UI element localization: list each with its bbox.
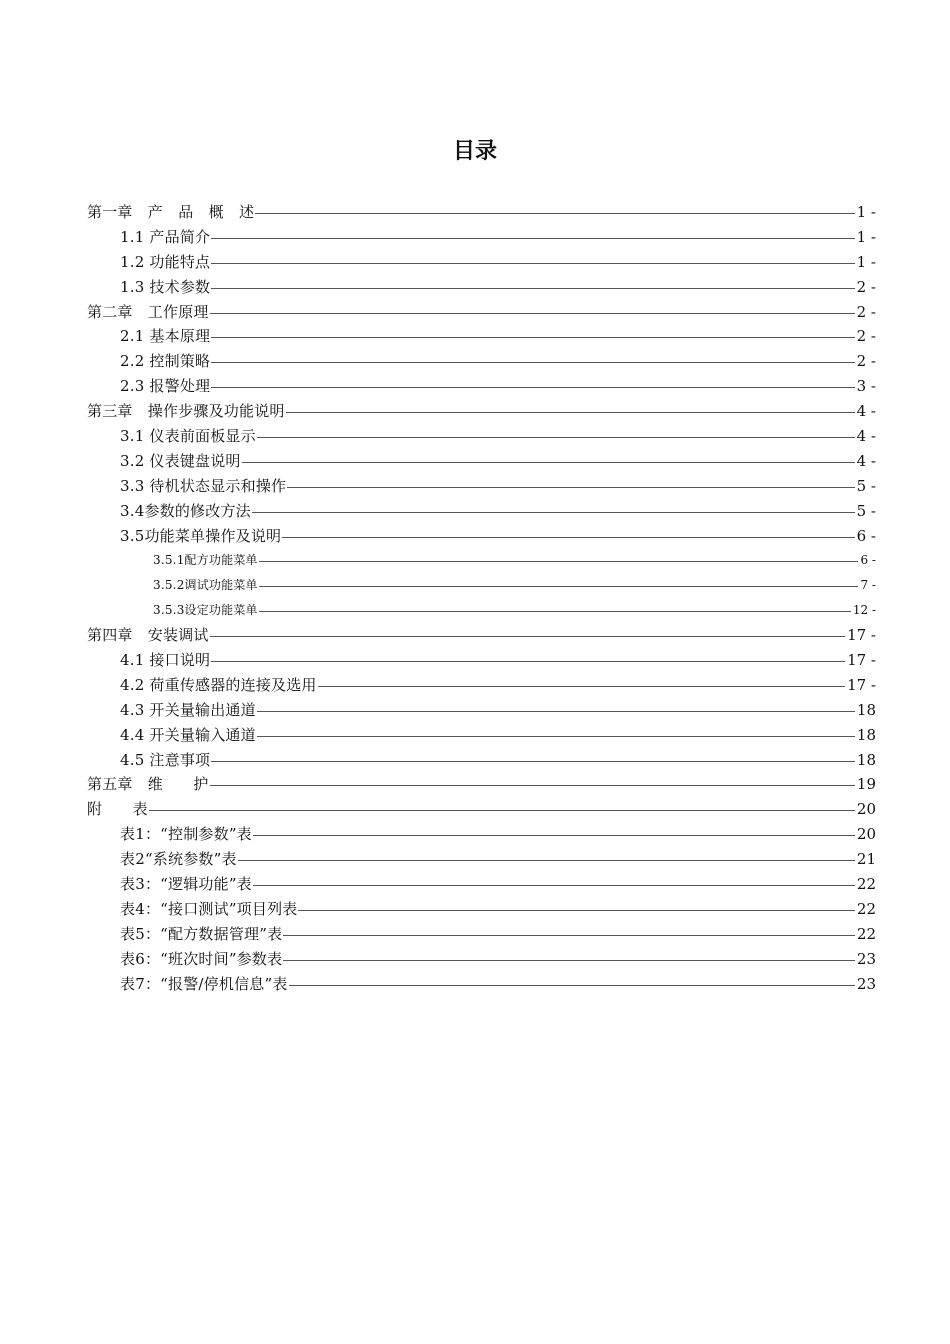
toc-entry-label: 1.2 功能特点	[120, 252, 211, 271]
toc-leader-line	[211, 337, 854, 338]
toc-entry-page: 5 -	[856, 476, 876, 495]
toc-section-entry[interactable]	[87, 698, 876, 723]
toc-leader-line	[259, 561, 859, 562]
toc-leader-line	[289, 985, 855, 986]
toc-entry-page: 22	[856, 924, 876, 943]
toc-entry-page: 1 -	[856, 203, 876, 221]
toc-section-entry[interactable]	[87, 872, 876, 897]
toc-entry-page: 19	[856, 775, 876, 794]
toc-entry-page: 6 -	[856, 526, 876, 545]
toc-entry-page: 17 -	[847, 651, 876, 670]
toc-entry-label: 表3：“逻辑功能”表	[120, 875, 252, 894]
toc-leader-line	[255, 213, 854, 214]
toc-entry-page: 18	[856, 750, 876, 769]
toc-entry-label: 4.1 接口说明	[120, 651, 211, 670]
toc-leader-line	[211, 238, 854, 239]
toc-section-entry[interactable]	[87, 972, 876, 997]
toc-entry-page: 18	[856, 700, 876, 719]
toc-entry-label: 表1：“控制参数”表	[120, 825, 252, 844]
toc-section-entry[interactable]	[87, 324, 876, 349]
toc-entry-label: 第一章 产 品 概 述	[87, 203, 255, 221]
toc-entry-label: 表2“系统参数”表	[120, 850, 237, 869]
toc-section-entry[interactable]	[87, 424, 876, 449]
toc-entry-page: 1 -	[856, 227, 876, 246]
toc-entry-label: 第五章 维 护	[87, 775, 209, 794]
toc-leader-line	[287, 487, 854, 488]
toc-section-entry[interactable]	[87, 897, 876, 922]
toc-entry-label: 表5：“配方数据管理”表	[120, 924, 283, 943]
toc-leader-line	[252, 512, 855, 513]
toc-entry-page: 4 -	[856, 402, 876, 421]
toc-entry-label: 1.1 产品简介	[120, 227, 211, 246]
toc-leader-line	[286, 412, 855, 413]
toc-section-entry[interactable]	[87, 947, 876, 972]
toc-chapter-entry[interactable]	[87, 399, 876, 424]
toc-chapter-entry[interactable]	[87, 200, 876, 225]
toc-section-entry[interactable]	[87, 673, 876, 698]
toc-leader-line	[242, 462, 855, 463]
toc-entry-label: 4.4 开关量输入通道	[120, 725, 256, 744]
toc-leader-line	[259, 586, 859, 587]
toc-entry-label: 2.2 控制策略	[120, 352, 211, 371]
toc-entry-page: 3 -	[856, 377, 876, 396]
toc-section-entry[interactable]	[87, 847, 876, 872]
toc-subsection-entry[interactable]	[87, 598, 876, 623]
toc-entry-page: 21	[856, 850, 876, 869]
toc-entry-page: 2 -	[856, 277, 876, 296]
toc-section-entry[interactable]	[87, 349, 876, 374]
toc-entry-page: 17 -	[847, 675, 876, 694]
toc-entry-label: 4.2 荷重传感器的连接及选用	[120, 675, 317, 694]
toc-leader-line	[253, 835, 855, 836]
toc-entry-label: 表7：“报警/停机信息”表	[120, 974, 288, 993]
toc-leader-line	[318, 686, 845, 687]
toc-entry-page: 17 -	[847, 626, 876, 645]
toc-entry-page: 2 -	[856, 302, 876, 321]
toc-title: 目录	[452, 139, 497, 164]
toc-section-entry[interactable]	[87, 374, 876, 399]
toc-subsection-entry[interactable]	[87, 548, 876, 573]
toc-entry-label: 3.5.1配方功能菜单	[153, 553, 258, 568]
toc-chapter-entry[interactable]	[87, 300, 876, 325]
toc-entry-label: 附 表	[87, 800, 148, 819]
toc-leader-line	[149, 810, 855, 811]
toc-section-entry[interactable]	[87, 275, 876, 300]
table-of-contents	[87, 200, 876, 997]
toc-leader-line	[283, 935, 855, 936]
toc-entry-page: 22	[856, 875, 876, 894]
toc-section-entry[interactable]	[87, 748, 876, 773]
toc-leader-line	[283, 960, 855, 961]
toc-leader-line	[210, 636, 845, 637]
toc-leader-line	[211, 362, 854, 363]
toc-entry-page: 5 -	[856, 501, 876, 520]
toc-entry-label: 3.3 待机状态显示和操作	[120, 476, 287, 495]
toc-entry-label: 第三章 操作步骤及功能说明	[87, 402, 285, 421]
toc-leader-line	[211, 761, 855, 762]
toc-entry-label: 2.1 基本原理	[120, 327, 211, 346]
toc-section-entry[interactable]	[87, 723, 876, 748]
toc-leader-line	[211, 263, 854, 264]
toc-entry-page: 4 -	[856, 427, 876, 446]
toc-entry-label: 第二章 工作原理	[87, 302, 209, 321]
toc-leader-line	[253, 885, 855, 886]
toc-chapter-entry[interactable]	[87, 772, 876, 797]
toc-section-entry[interactable]	[87, 822, 876, 847]
toc-entry-page: 1 -	[856, 252, 876, 271]
toc-entry-page: 23	[856, 949, 876, 968]
toc-entry-page: 18	[856, 725, 876, 744]
toc-entry-page: 12 -	[852, 603, 876, 618]
toc-entry-page: 2 -	[856, 327, 876, 346]
toc-leader-line	[211, 288, 854, 289]
toc-section-entry[interactable]	[87, 499, 876, 524]
toc-section-entry[interactable]	[87, 250, 876, 275]
toc-leader-line	[257, 736, 855, 737]
toc-section-entry[interactable]	[87, 922, 876, 947]
toc-entry-label: 3.1 仪表前面板显示	[120, 427, 256, 446]
toc-section-entry[interactable]	[87, 225, 876, 250]
toc-leader-line	[211, 661, 845, 662]
toc-entry-page: 7 -	[860, 578, 876, 593]
toc-leader-line	[259, 611, 851, 612]
toc-subsection-entry[interactable]	[87, 573, 876, 598]
toc-entry-page: 6 -	[860, 553, 876, 568]
toc-entry-label: 第四章 安装调试	[87, 626, 209, 645]
toc-section-entry[interactable]	[87, 524, 876, 549]
toc-chapter-entry[interactable]	[87, 797, 876, 822]
toc-entry-label: 3.5.2调试功能菜单	[153, 578, 258, 593]
toc-entry-page: 20	[856, 800, 876, 819]
toc-entry-page: 4 -	[856, 451, 876, 470]
toc-leader-line	[282, 537, 854, 538]
toc-leader-line	[210, 313, 855, 314]
toc-entry-label: 表4：“接口测试”项目列表	[120, 899, 298, 918]
toc-entry-label: 2.3 报警处理	[120, 377, 211, 396]
toc-leader-line	[210, 785, 855, 786]
toc-entry-label: 3.4参数的修改方法	[120, 501, 251, 520]
toc-entry-label: 3.5.3设定功能菜单	[153, 603, 258, 618]
toc-entry-label: 表6：“班次时间”参数表	[120, 949, 283, 968]
toc-entry-label: 1.3 技术参数	[120, 277, 211, 296]
toc-chapter-entry[interactable]	[87, 623, 876, 648]
toc-section-entry[interactable]	[87, 648, 876, 673]
toc-leader-line	[298, 910, 854, 911]
toc-leader-line	[257, 437, 855, 438]
toc-leader-line	[257, 711, 855, 712]
toc-section-entry[interactable]	[87, 474, 876, 499]
toc-leader-line	[211, 387, 854, 388]
toc-entry-page: 23	[856, 974, 876, 993]
toc-leader-line	[238, 860, 855, 861]
toc-entry-label: 4.5 注意事项	[120, 750, 211, 769]
toc-entry-label: 3.5功能菜单操作及说明	[120, 526, 282, 545]
toc-entry-label: 3.2 仪表键盘说明	[120, 451, 241, 470]
toc-entry-page: 20	[856, 825, 876, 844]
toc-entry-page: 2 -	[856, 352, 876, 371]
toc-entry-page: 22	[856, 899, 876, 918]
toc-entry-label: 4.3 开关量输出通道	[120, 700, 256, 719]
toc-section-entry[interactable]	[87, 449, 876, 474]
